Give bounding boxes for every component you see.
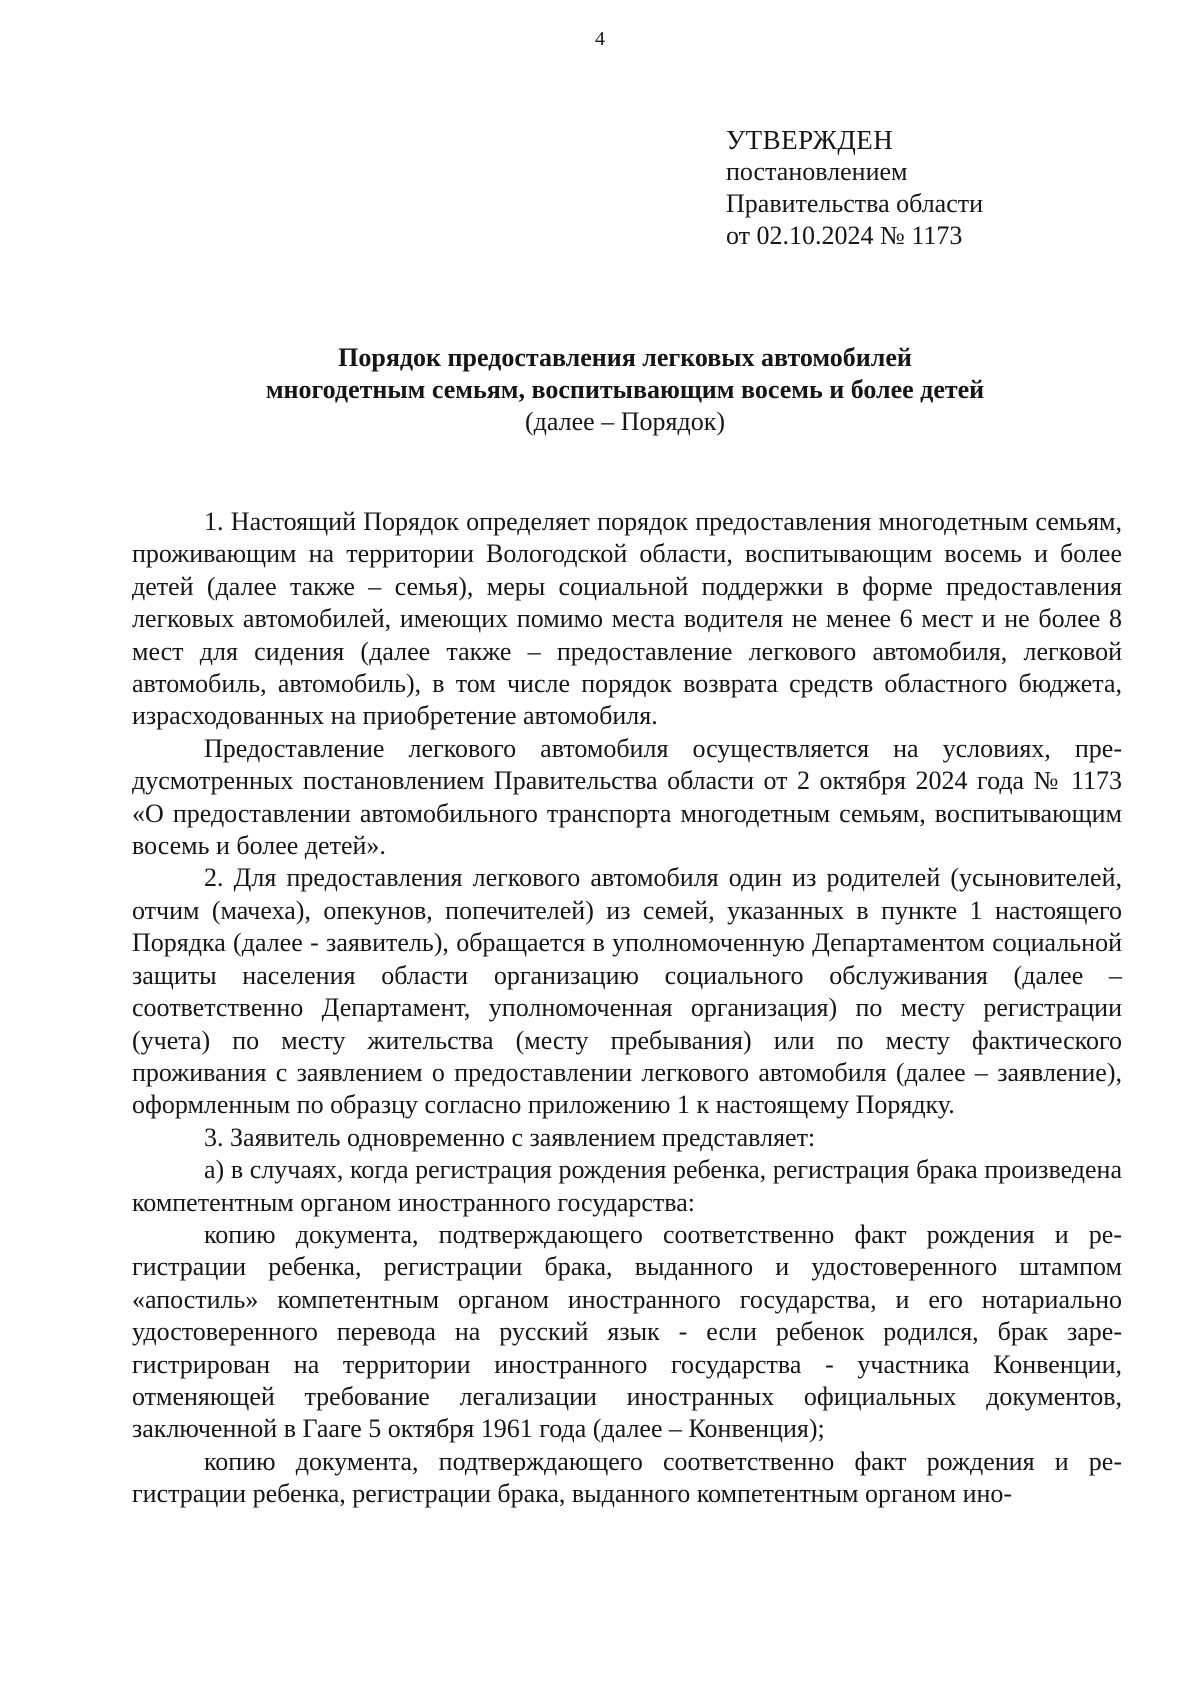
approval-line: Правительства области <box>726 189 984 218</box>
paragraph: а) в случаях, когда регистрация рождения ребенка, регистрация брака произведена компетентным органом иностранного государства: <box>132 1155 1122 1217</box>
title-line: Порядок предоставления легковых автомобилей <box>338 343 912 372</box>
paragraph: копию документа, подтверждающего соответственно факт рождения и регистрации ребенка, регистрации брака, выданного компетентным органом ино- <box>132 1446 1122 1509</box>
paragraph: 1. Настоящий Порядок определяет порядок предоставления многодетным семьям, проживающим на территории Вологодской области, воспитывающим восемь и более детей (далее также – семья), меры социальной поддержки в форме предоставления легковых автомобилей, имеющих помимо места водителя не менее 6 мест и не более 8 мест для сидения (далее также – предоставление легкового автомобиля, легковой автомобиль, автомобиль), в том числе порядок возврата средств областного бюджета, израсходованных на приобретение автомобиля. <box>132 507 1122 731</box>
approval-line: постановлением <box>726 157 908 186</box>
paragraph: копию документа, подтверждающего соответственно факт рождения и регистрации ребенка, регистрации брака, выданного и удостоверенного штампом «апостиль» компетентным органом иностранного государства, и его нотариально удостоверенного перевода на русский язык - если ребенок родился, брак зарегистрирован на территории иностранного государства - участника Конвенции, отменяющей требование легализации иностранных официальных документов, заключенной в Гааге 5 октября 1961 года (далее – Конвенция); <box>132 1219 1122 1444</box>
page-number: 4 <box>595 28 605 50</box>
paragraph: Предоставление легкового автомобиля осуществляется на условиях, предусмотренных постановлением Правительства области от 2 октября 2024 года № 1173 «О предоставлении автомобильного транспорта многодетным семьям, воспитывающим восемь и более детей». <box>132 733 1122 861</box>
approval-heading: УТВЕРЖДЕН <box>726 125 894 155</box>
paragraph: 3. Заявитель одновременно с заявлением представляет: <box>204 1122 816 1152</box>
document-title <box>0 342 1200 438</box>
document-body <box>132 506 1122 1511</box>
paragraph: 2. Для предоставления легкового автомобиля один из родителей (усыновителей, отчим (мачеха), опекунов, попечителей) из семей, указанных в пункте 1 настоящего Порядка (далее - заявитель), обращается в уполномоченную Департаментом социальной защиты населения области организацию социального обслуживания (далее – соответственно Департамент, уполномоченная организация) по месту регистрации (учета) по месту жительства (месту пребывания) или по месту фактического проживания с заявлением о предоставлении легкового автомобиля (далее – заявление), оформленным по образцу согласно приложению 1 к настоящему Порядку. <box>132 863 1122 1120</box>
title-line: многодетным семьям, воспитывающим восемь и более детей <box>265 375 985 404</box>
approval-date-number: от 02.10.2024 № 1173 <box>726 221 963 250</box>
approval-block <box>726 124 983 252</box>
title-subline: (далее – Порядок) <box>525 407 725 436</box>
